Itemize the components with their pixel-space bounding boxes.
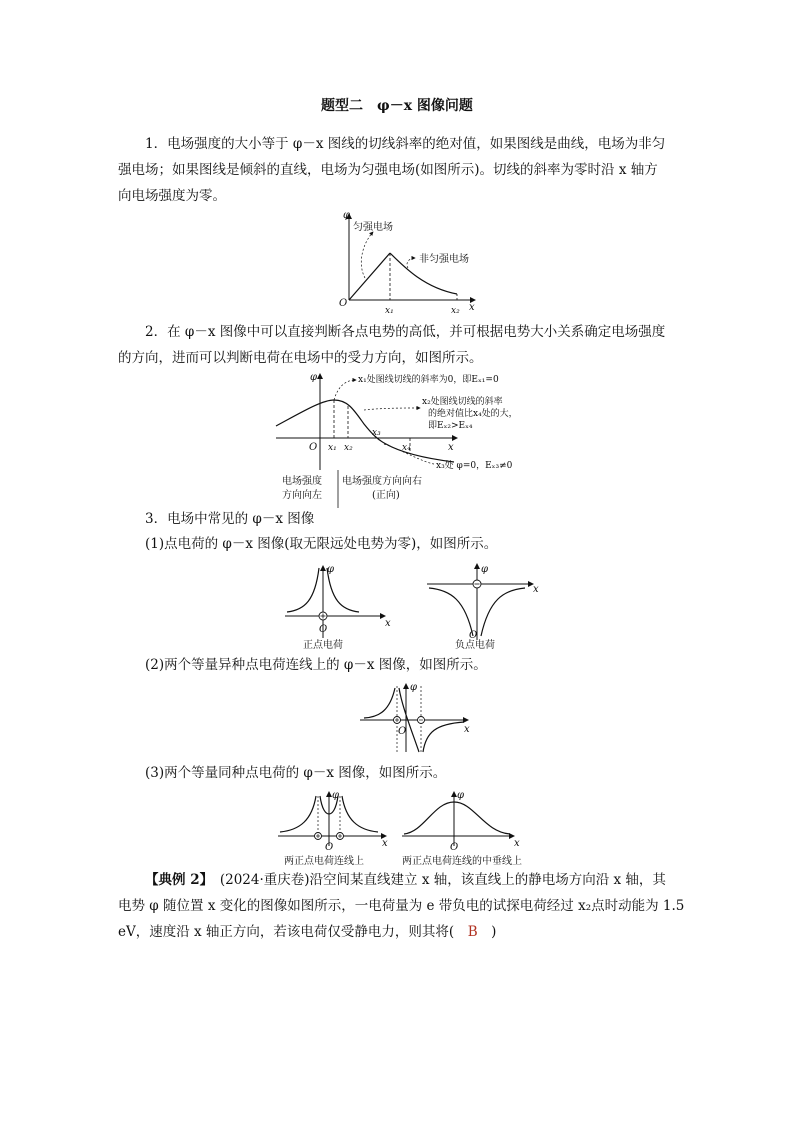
fig3-right-phi-label: φ	[481, 564, 489, 575]
fig1-uniform-label: 匀强电场	[353, 222, 393, 233]
fig3-right-origin-label: O	[469, 630, 478, 641]
figure-phi-x-analysis	[272, 370, 542, 510]
fig2-note-3: x₃处 φ=0，Eₓ₃≠0	[436, 461, 513, 471]
fig1-x-label: x	[469, 302, 475, 313]
fig4-origin-label: O	[398, 726, 407, 737]
fig3-negative-caption: 负点电荷	[455, 640, 495, 651]
fig2-left-line-1: 电场强度	[282, 476, 322, 487]
example-line-1-text: (2024·重庆卷)沿空间某直线建立 x 轴，该直线上的静电场方向沿 x 轴，其	[206, 872, 666, 888]
page-title: 题型二 φ－x 图像问题	[321, 98, 473, 114]
fig1-origin-label: O	[339, 298, 348, 309]
fig5-left-origin-label: O	[325, 842, 334, 853]
figure-opposite-charges	[360, 680, 474, 756]
fig2-right-line-1: 电场强度方向向右	[342, 476, 422, 487]
fig2-origin-label: O	[309, 442, 318, 453]
figure-point-charges	[285, 560, 545, 656]
fig3-left-phi-label: φ	[327, 564, 335, 575]
example-line-3-post: )	[477, 924, 497, 940]
fig2-x2-label: x₂	[344, 443, 353, 453]
fig4-phi-label: φ	[410, 682, 418, 693]
fig5-right-x-label: x	[514, 838, 520, 849]
fig2-note-1: x₁处图线切线的斜率为0，即Eₓ₁=0	[358, 375, 499, 385]
fig2-x4-label: x₄	[402, 443, 411, 453]
fig3-positive-caption: 正点电荷	[303, 640, 343, 651]
fig3-left-origin-label: O	[319, 624, 328, 635]
example-line-3-pre: eV，速度沿 x 轴正方向，若该电荷仅受静电力，则其将(	[118, 924, 468, 940]
fig2-x-label: x	[448, 442, 454, 453]
section-3-item-3: (3)两个等量同种点电荷的 φ－x 图像，如图所示。	[145, 765, 447, 781]
figure-uniform-vs-nonuniform	[335, 208, 485, 316]
fig2-note-2-line-2: 的绝对值比x₄处的大，	[428, 409, 518, 419]
fig2-note-2-line-3: 即Eₓ₂>Eₓ₄	[428, 421, 473, 431]
paragraph-1-line-2: 强电场；如果图线是倾斜的直线，电场为匀强电场(如图所示)。切线的斜率为零时沿 x 轴方	[118, 162, 658, 178]
fig1-x2-label: x₂	[451, 306, 460, 316]
example-line-3	[118, 921, 496, 943]
example-line-2: 电势 φ 随位置 x 变化的图像如图所示，一电荷量为 e 带负电的试探电荷经过 x₂点时动能为 1.5	[118, 898, 685, 914]
section-3-heading: 3．电场中常见的 φ－x 图像	[145, 511, 315, 527]
fig2-note-2-line-1: x₂处图线切线的斜率	[422, 397, 503, 407]
example-label: 【典例 2】	[145, 872, 207, 888]
fig4-x-label: x	[464, 724, 470, 735]
figure-like-charges	[278, 788, 550, 868]
fig2-x3-label: x₃	[372, 428, 381, 438]
fig3-right-x-label: x	[533, 584, 539, 595]
example-line-1	[145, 869, 666, 891]
fig1-phi-label: φ	[343, 210, 351, 221]
fig5-right-phi-label: φ	[457, 790, 465, 801]
fig3-left-x-label: x	[385, 618, 391, 629]
paragraph-2-line-1: 2．在 φ－x 图像中可以直接判断各点电势的高低，并可根据电势大小关系确定电场强度	[145, 324, 666, 340]
fig2-left-line-2: 方向向左	[282, 490, 322, 501]
fig5-left-phi-label: φ	[332, 790, 340, 801]
fig2-phi-label: φ	[310, 372, 318, 383]
section-3-item-1: (1)点电荷的 φ－x 图像(取无限远处电势为零)，如图所示。	[145, 536, 498, 552]
fig5-right-origin-label: O	[450, 842, 459, 853]
fig1-nonuniform-label: 非匀强电场	[419, 254, 469, 265]
fig5-left-x-label: x	[382, 838, 388, 849]
section-3-item-2: (2)两个等量异种点电荷连线上的 φ－x 图像，如图所示。	[145, 657, 487, 673]
fig5-right-caption: 两正点电荷连线的中垂线上	[402, 856, 522, 867]
fig2-right-line-2: (正向)	[372, 490, 400, 501]
paragraph-1-line-3: 向电场强度为零。	[118, 188, 226, 204]
fig2-x1-label: x₁	[328, 443, 337, 453]
fig1-x1-label: x₁	[385, 306, 394, 316]
paragraph-1-line-1: 1．电场强度的大小等于 φ－x 图线的切线斜率的绝对值，如果图线是曲线，电场为非匀	[145, 136, 666, 152]
example-answer: B	[467, 924, 478, 940]
fig5-left-caption: 两正点电荷连线上	[284, 856, 364, 867]
paragraph-2-line-2: 的方向，进而可以判断电荷在电场中的受力方向，如图所示。	[118, 350, 483, 366]
